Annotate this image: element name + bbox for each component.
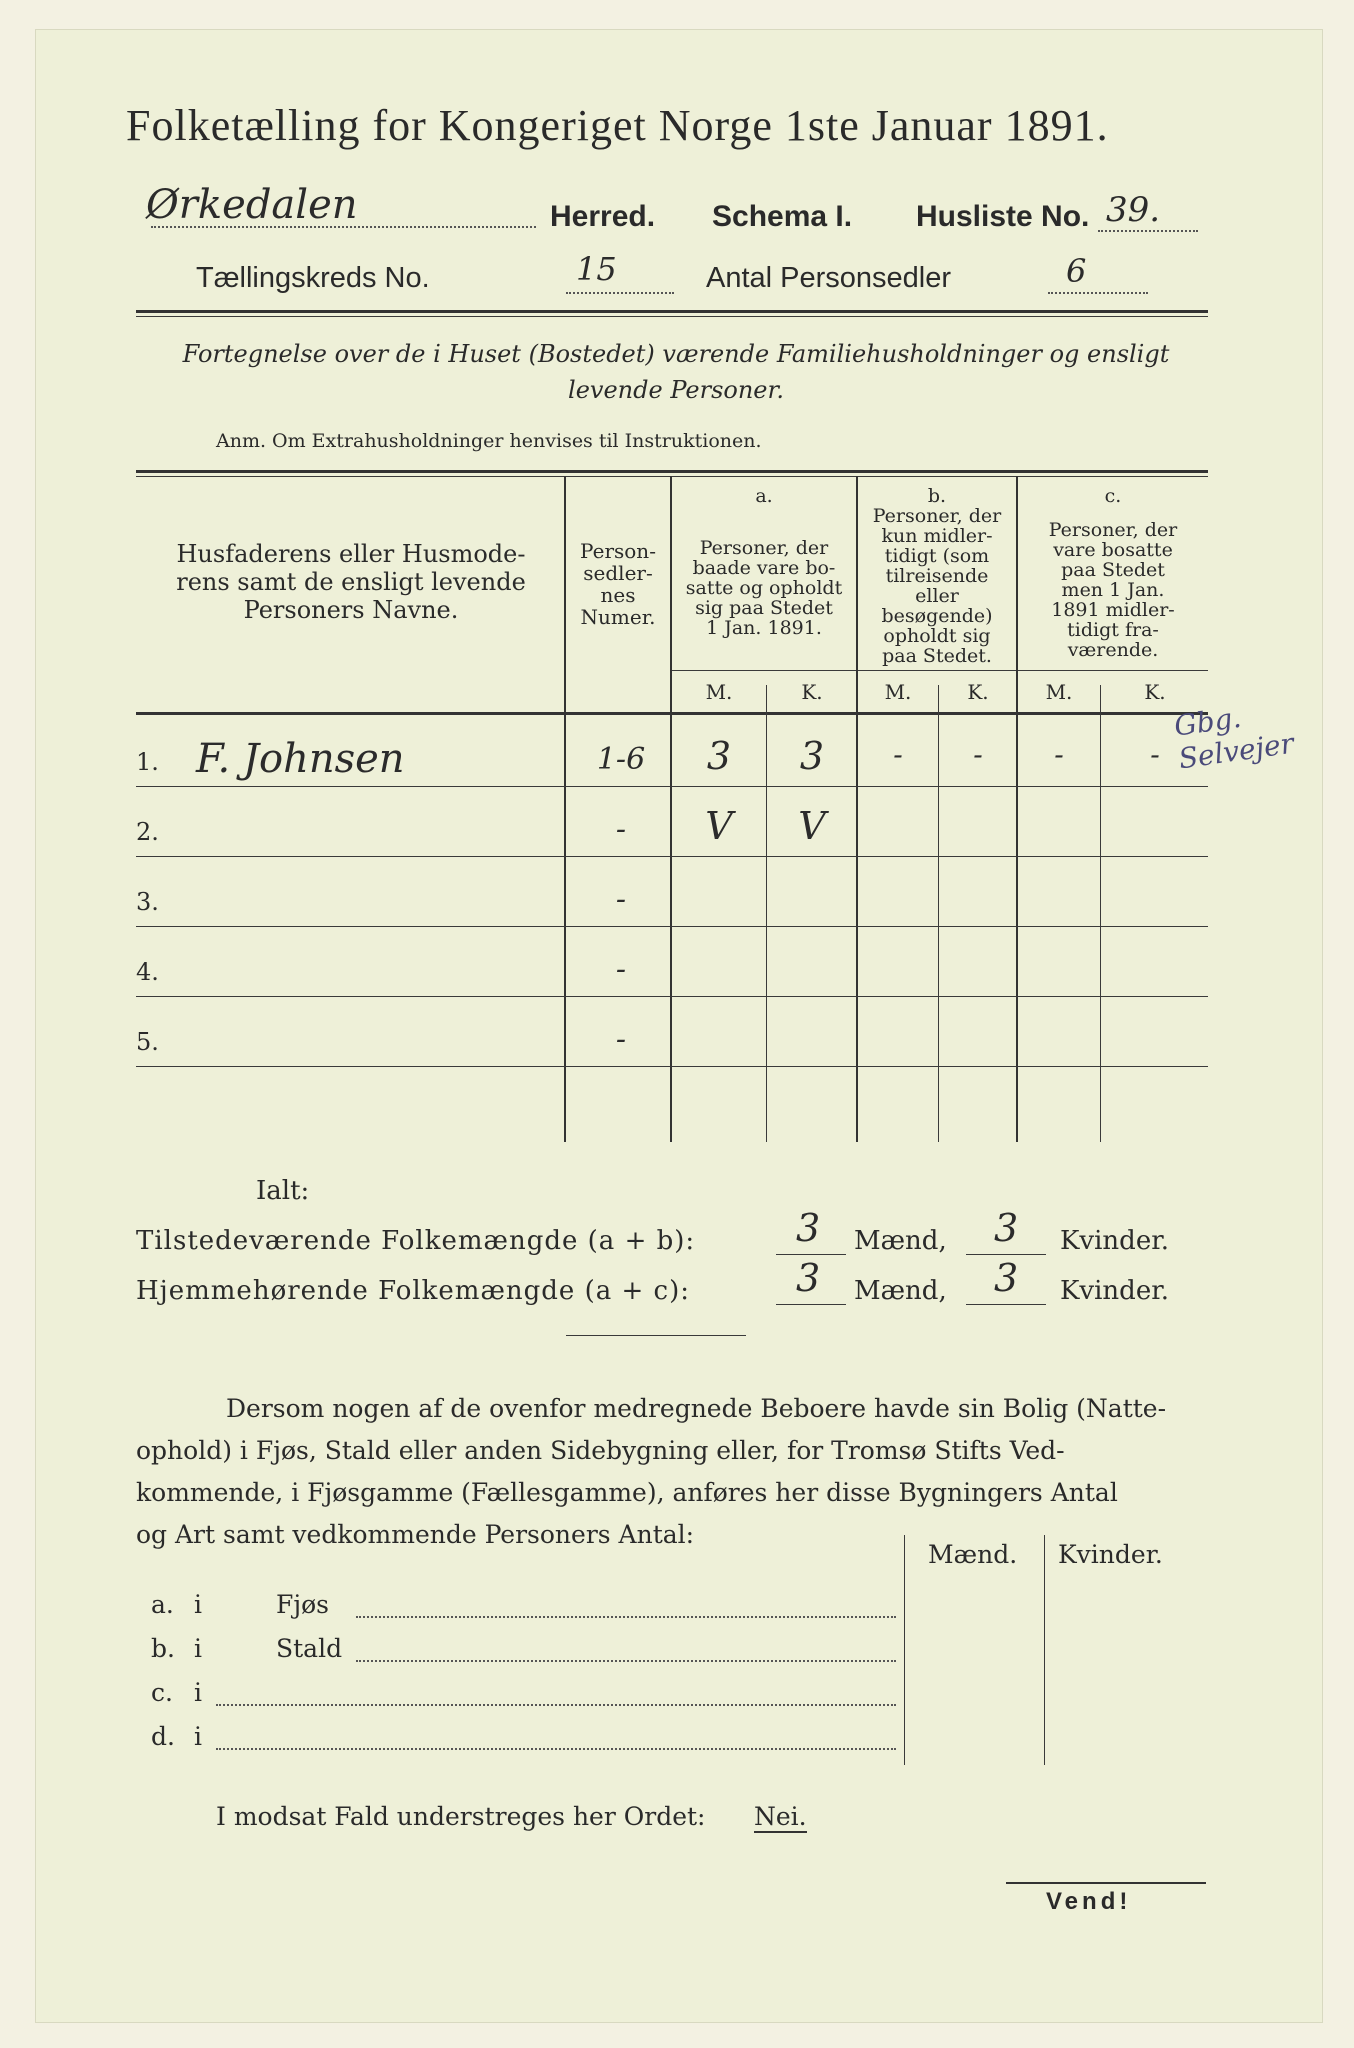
row-sedler: 1-6 <box>596 742 646 777</box>
buildings-divider-2 <box>1044 1535 1045 1765</box>
census-form-page <box>36 30 1322 2022</box>
table-header-bottom-rule <box>136 712 1208 715</box>
vend-label: Vend! <box>1046 1888 1132 1915</box>
row-rule <box>136 996 1208 997</box>
herred-label: Herred. <box>550 200 656 233</box>
header-b-line-1: Personer, der <box>872 505 1002 527</box>
nei-sentence: I modsat Fald understreges her Ordet: <box>216 1802 706 1831</box>
col-divider-a-mk <box>766 685 767 1142</box>
row-a-m: V <box>705 804 733 848</box>
kreds-value: 15 <box>576 250 617 288</box>
row-sedler: - <box>615 812 627 847</box>
header-num-line-3: nes <box>600 583 636 607</box>
kreds-label: Tællingskreds No. <box>196 262 430 294</box>
row-c-m: - <box>1054 738 1064 771</box>
hjemme-kvinder-word: Kvinder. <box>1060 1276 1170 1306</box>
building-dotted-line <box>216 1748 896 1750</box>
tilstede-kvinder-word: Kvinder. <box>1060 1226 1170 1256</box>
building-letter: b. <box>151 1634 175 1663</box>
row-sedler: - <box>615 882 627 917</box>
husliste-value: 39. <box>1106 190 1161 230</box>
mk-subheader-rule <box>672 670 1208 671</box>
row-b-m: - <box>893 738 903 771</box>
schema-label: Schema I. <box>712 200 853 233</box>
header-a-line-5: 1 Jan. 1891. <box>706 617 822 639</box>
section-separator <box>566 1335 746 1336</box>
header-col-c <box>1018 486 1208 660</box>
tilstede-maend-value: 3 <box>796 1206 821 1250</box>
building-label: Fjøs <box>276 1590 329 1619</box>
row-rule <box>136 926 1208 927</box>
building-i: i <box>194 1590 202 1619</box>
building-letter: c. <box>151 1678 173 1707</box>
header-a-line-3: satte og opholdt <box>685 577 843 599</box>
header-b-line-2: kun midler- <box>881 525 993 547</box>
header-c-line-7: værende. <box>1067 639 1159 661</box>
row-number: 3. <box>136 888 159 916</box>
row-number: 4. <box>136 958 159 986</box>
a-k-label: K. <box>801 680 823 704</box>
tilstede-maend-word: Mænd, <box>854 1226 947 1256</box>
row-a-k: 3 <box>799 734 825 778</box>
header-a-line-1: Personer, der <box>699 537 829 559</box>
antal-dotted-line <box>1048 292 1148 294</box>
husliste-dotted-line <box>1098 230 1198 232</box>
herred-value: Ørkedalen <box>146 182 358 228</box>
building-label: Stald <box>276 1634 343 1663</box>
header-name-line-2: rens samt de ensligt levende <box>176 568 526 596</box>
intro-line-2: levende Personer. <box>568 376 784 404</box>
row-sedler: - <box>615 952 627 987</box>
row-number: 5. <box>136 1028 159 1056</box>
header-b-line-8: paa Stedet. <box>882 645 992 667</box>
row-number: 1. <box>136 748 159 776</box>
header-rule <box>136 310 1208 313</box>
c-k-label: K. <box>1144 680 1166 704</box>
header-b-line-6: besøgende) <box>881 605 993 627</box>
buildings-line-2: ophold) i Fjøs, Stald eller anden Sidebygning eller, for Tromsø Stifts Ved- <box>136 1436 1065 1465</box>
header-b-letter: b. <box>927 485 947 507</box>
buildings-kvinder-header: Kvinder. <box>1058 1540 1163 1569</box>
tilstede-maend-line <box>776 1254 846 1255</box>
buildings-line-1: Dersom nogen af de ovenfor medregnede Beboere havde sin Bolig (Natte- <box>226 1394 1167 1423</box>
header-c-line-5: 1891 midler- <box>1051 599 1175 621</box>
row-b-k: - <box>973 738 983 771</box>
header-c-line-4: men 1 Jan. <box>1061 579 1165 601</box>
b-m-label: M. <box>884 680 912 704</box>
hjemme-maend-value: 3 <box>796 1256 821 1300</box>
header-c-line-6: tidigt fra- <box>1067 619 1159 641</box>
buildings-divider-1 <box>904 1535 905 1765</box>
header-name-column <box>146 540 556 624</box>
header-c-line-2: vare bosatte <box>1053 539 1173 561</box>
building-i: i <box>194 1722 202 1751</box>
building-letter: a. <box>151 1590 174 1619</box>
header-name-line-3: Personers Navne. <box>243 596 459 624</box>
header-a-letter: a. <box>755 485 773 507</box>
row-c-k: - <box>1150 738 1160 771</box>
col-divider-b-mk <box>938 685 939 1142</box>
table-top-rule <box>136 470 1208 473</box>
header-c-line-3: paa Stedet <box>1061 559 1165 581</box>
hjemme-maend-word: Mænd, <box>854 1276 947 1306</box>
tilstede-kvinder-line <box>966 1254 1046 1255</box>
header-c-line-1: Personer, der <box>1048 519 1178 541</box>
header-col-a <box>672 486 856 638</box>
c-m-label: M. <box>1045 680 1073 704</box>
col-divider-c-mk <box>1100 685 1101 1142</box>
row-sedler: - <box>615 1022 627 1057</box>
header-num-line-1: Person- <box>580 539 656 563</box>
hjemme-label: Hjemmehørende Folkemængde (a + c): <box>136 1276 690 1306</box>
antal-label: Antal Personsedler <box>706 262 952 294</box>
margin-note: Gbg. Selvejer <box>1172 700 1296 776</box>
herred-dotted-line <box>151 226 536 228</box>
buildings-maend-header: Mænd. <box>928 1540 1018 1569</box>
header-b-line-5: eller <box>915 585 959 607</box>
header-b-line-4: tilreisende <box>885 565 989 587</box>
antal-value: 6 <box>1066 252 1087 290</box>
header-a-line-2: baade vare bo- <box>692 557 836 579</box>
row-rule <box>136 856 1208 857</box>
hjemme-kvinder-line <box>966 1304 1046 1305</box>
building-i: i <box>194 1634 202 1663</box>
b-k-label: K. <box>967 680 989 704</box>
header-a-line-4: sig paa Stedet <box>695 597 833 619</box>
row-a-m: 3 <box>706 734 732 778</box>
header-c-letter: c. <box>1104 485 1122 507</box>
buildings-line-3: kommende, i Fjøsgamme (Fællesgamme), anføres her disse Bygningers Antal <box>136 1478 1118 1507</box>
header-num-line-4: Numer. <box>580 605 656 629</box>
kreds-dotted-line <box>566 292 674 294</box>
building-dotted-line <box>216 1704 896 1706</box>
nei-word: Nei. <box>754 1802 807 1831</box>
row-number: 2. <box>136 818 159 846</box>
tilstede-label: Tilstedeværende Folkemængde (a + b): <box>136 1226 696 1256</box>
header-name-line-1: Husfaderens eller Husmode- <box>176 540 526 568</box>
intro-line-1: Fortegnelse over de i Huset (Bostedet) værende Familiehusholdninger og ensligt <box>182 340 1170 368</box>
anm-note: Anm. Om Extrahusholdninger henvises til Instruktionen. <box>216 430 762 452</box>
ialt-label: Ialt: <box>256 1176 310 1206</box>
header-num-column <box>566 540 670 628</box>
row-name: F. Johnsen <box>196 736 405 782</box>
hjemme-maend-line <box>776 1304 846 1305</box>
header-b-line-7: opholdt sig <box>883 625 991 647</box>
header-num-line-2: sedler- <box>583 561 653 585</box>
vend-rule <box>1006 1882 1206 1884</box>
building-dotted-line <box>356 1660 896 1662</box>
tilstede-kvinder-value: 3 <box>994 1206 1019 1250</box>
row-a-k: V <box>798 804 826 848</box>
buildings-line-4: og Art samt vedkommende Personers Antal: <box>136 1520 695 1549</box>
building-i: i <box>194 1678 202 1707</box>
building-dotted-line <box>356 1616 896 1618</box>
buildings-paragraph <box>136 1388 1216 1556</box>
header-rule-thin <box>136 316 1208 317</box>
row-rule <box>136 1066 1208 1067</box>
row-rule <box>136 786 1208 787</box>
building-letter: d. <box>151 1722 175 1751</box>
form-title: Folketælling for Kongeriget Norge 1ste Januar 1891. <box>126 101 1109 150</box>
husliste-label: Husliste No. <box>916 200 1090 233</box>
a-m-label: M. <box>705 680 733 704</box>
header-b-line-3: tidigt (som <box>884 545 990 567</box>
hjemme-kvinder-value: 3 <box>994 1256 1019 1300</box>
table-top-rule-thin <box>136 476 1208 477</box>
header-col-b <box>858 486 1016 666</box>
